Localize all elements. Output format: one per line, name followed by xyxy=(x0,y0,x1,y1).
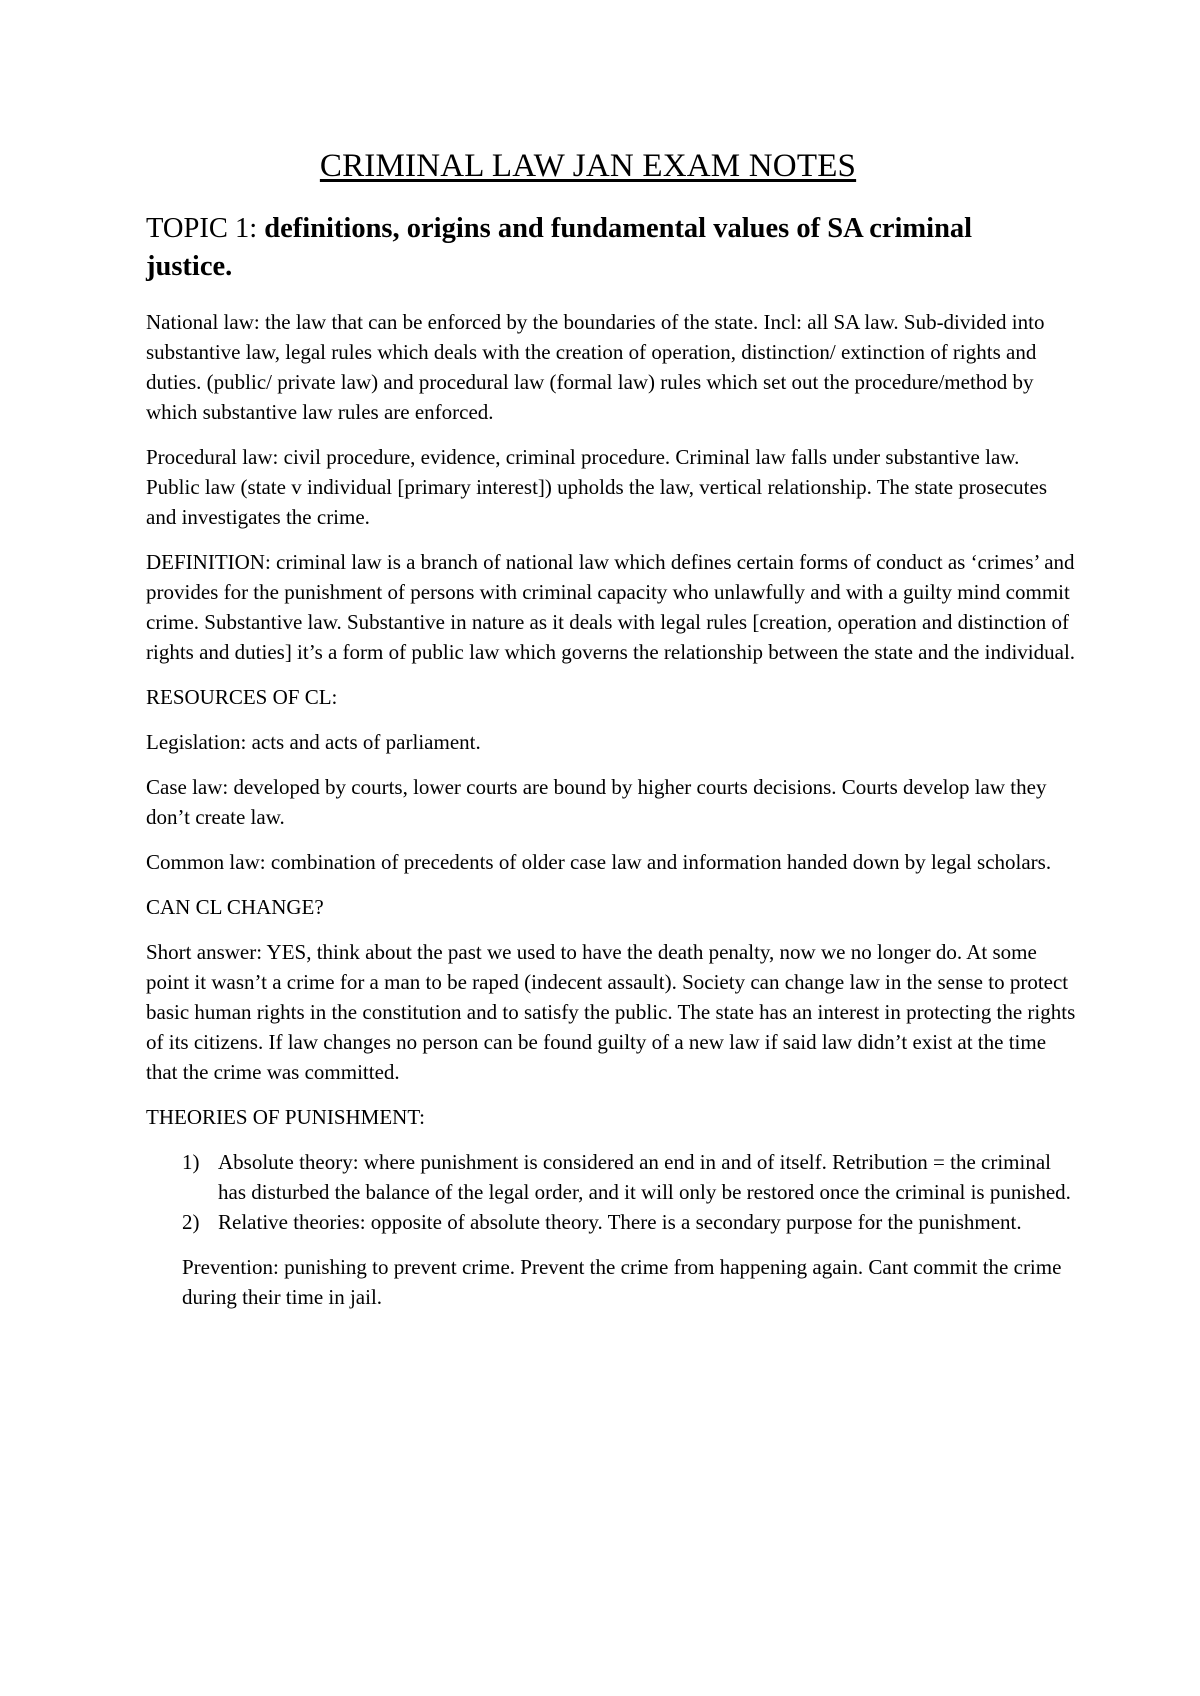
document-title: CRIMINAL LAW JAN EXAM NOTES xyxy=(319,148,857,184)
list-item xyxy=(182,1147,1076,1207)
paragraph-prevention: Prevention: punishing to prevent crime. Prevent the crime from happening again. Cant commit the crime during their time in jail. xyxy=(182,1255,1062,1309)
heading-resources: RESOURCES OF CL: xyxy=(146,685,338,709)
topic-title: definitions, origins and fundamental values of SA criminal justice. xyxy=(146,213,973,282)
paragraph-short-answer: Short answer: YES, think about the past we used to have the death penalty, now we no longer do. At some point it wasn’t a crime for a man to be raped (indecent assault). Society can change law in the sense to protect basic human rights in the constitution and to satisfy the public. The state has an interest in protecting the rights of its citizens. If law changes no person can be found guilty of a new law if said law didn’t exist at the time that the crime was committed. xyxy=(146,940,1076,1084)
list-item-text: Absolute theory: where punishment is considered an end in and of itself. Retribution = the criminal has disturbed the balance of the legal order, and it will only be restored once the criminal is punished. xyxy=(218,1150,1071,1204)
list-item-text: Relative theories: opposite of absolute theory. There is a secondary purpose for the punishment. xyxy=(218,1210,1022,1234)
paragraph-procedural-law: Procedural law: civil procedure, evidence, criminal procedure. Criminal law falls under substantive law. Public law (state v individual [primary interest]) upholds the law, vertical relationship. The state prosecutes and investigates the crime. xyxy=(146,445,1048,529)
paragraph-national-law: National law: the law that can be enforced by the boundaries of the state. Incl: all SA law. Sub-divided into substantive law, legal rules which deals with the creation of operation, distinction/ extinction of rights and duties. (public/ private law) and procedural law (formal law) rules which set out the procedure/method by which substantive law rules are enforced. xyxy=(146,310,1045,424)
heading-can-cl-change: CAN CL CHANGE? xyxy=(146,895,324,919)
list-item-number: 1) xyxy=(182,1150,200,1174)
paragraph-legislation: Legislation: acts and acts of parliament. xyxy=(146,730,481,754)
list-item xyxy=(182,1207,1076,1237)
paragraph-case-law: Case law: developed by courts, lower courts are bound by higher courts decisions. Courts develop law they don’t create law. xyxy=(146,775,1047,829)
theories-list xyxy=(146,1147,1076,1237)
paragraph-common-law: Common law: combination of precedents of older case law and information handed down by legal scholars. xyxy=(146,850,1052,874)
list-item-number: 2) xyxy=(182,1210,200,1234)
heading-theories: THEORIES OF PUNISHMENT: xyxy=(146,1105,425,1129)
paragraph-definition: DEFINITION: criminal law is a branch of national law which defines certain forms of conduct as ‘crimes’ and provides for the punishment of persons with criminal capacity who unlawfully and with a guilty mind commit crime. Substantive law. Substantive in nature as it deals with legal rules [creation, operation and distinction of rights and duties] it’s a form of public law which governs the relationship between the state and the individual. xyxy=(146,550,1076,664)
topic-lead: TOPIC 1: xyxy=(146,213,258,244)
topic-heading xyxy=(146,210,1046,286)
document-body xyxy=(146,307,1076,1327)
